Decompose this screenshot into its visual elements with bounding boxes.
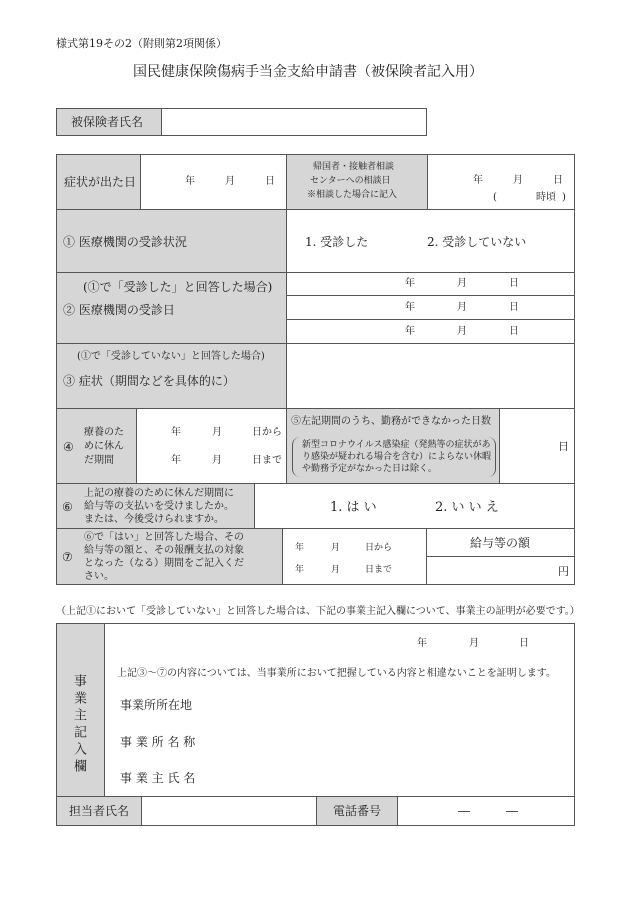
contact-person-label-cell xyxy=(56,796,142,826)
yen-unit: 円 xyxy=(558,565,569,578)
year-unit: 年 xyxy=(171,427,181,438)
year-unit: 年 xyxy=(417,638,427,649)
salary-from-unit: 日から xyxy=(365,543,393,553)
phone-field[interactable] xyxy=(397,796,575,826)
month-unit: 月 xyxy=(469,638,479,649)
symptom-date-label-cell xyxy=(56,154,141,210)
salary-question-cell xyxy=(56,483,255,529)
insured-name-label: 被保険者氏名 xyxy=(71,115,144,129)
salary-to-unit: 日まで xyxy=(365,565,393,575)
center-consult-label-cell xyxy=(286,154,428,210)
consult-date-line-2[interactable] xyxy=(286,295,575,320)
consult-date-line-1[interactable] xyxy=(286,272,575,296)
year-unit: 年 xyxy=(171,455,181,466)
day-unit: 日 xyxy=(509,326,519,337)
symptom-day-unit: 日 xyxy=(265,176,275,187)
days-off-label-cell xyxy=(286,408,500,484)
consult-status-label-cell xyxy=(56,209,287,273)
salary-question-1: 上記の療養のために休んだ期間に xyxy=(84,488,234,499)
option-no[interactable]: 2. い い え xyxy=(435,500,499,515)
days-unit: 日 xyxy=(558,440,569,453)
rest-period-label-3: だ期間 xyxy=(84,455,114,466)
owner-name-label: 事 業 主 氏 名 xyxy=(120,771,196,785)
salary-amount-field[interactable] xyxy=(426,556,575,585)
rest-period-label-cell xyxy=(56,408,137,484)
symptom-date-label: 症状が出た日 xyxy=(64,175,137,189)
month-unit: 月 xyxy=(457,326,467,337)
year-unit: 年 xyxy=(405,326,415,337)
salary-amount-label-3: となった（なる）期間をご記入くだ xyxy=(84,558,244,569)
symptoms-label: ③ 症状（期間などを具体的に） xyxy=(63,374,235,388)
salary-amount-label-2: 給与等の額と、その報酬支払の対象 xyxy=(84,545,244,556)
office-address-label: 事業所所在地 xyxy=(120,698,193,712)
rest-period-label-2: めに休ん xyxy=(84,441,124,452)
year-unit: 年 xyxy=(405,302,415,313)
symptoms-condition: (①で「受診していない」と回答した場合) xyxy=(77,351,265,362)
month-unit: 月 xyxy=(212,427,222,438)
note-line-3: や勤務予定がなかった日は除く。 xyxy=(302,464,437,474)
days-off-label: ⑤左記期間のうち、勤務ができなかった日数 xyxy=(291,416,491,427)
time-close-paren: ) xyxy=(562,192,566,203)
center-label-line1: 帰国者・接触者相談 xyxy=(313,162,395,172)
note-line-2: り感染が疑われる場合を含む）によらない休暇 xyxy=(302,452,492,462)
insured-name-field[interactable] xyxy=(161,108,427,136)
salary-question-3: または、今後受けられますか。 xyxy=(84,514,224,525)
days-off-field[interactable] xyxy=(499,408,575,484)
day-unit: 日 xyxy=(519,638,529,649)
center-label-line3: ※相談した場合に記入 xyxy=(307,190,398,200)
symptoms-label-cell xyxy=(56,343,287,409)
employer-note: （上記①において「受診していない」と回答した場合は、下記の事業主記入欄について、事業主の証明が必要です。） xyxy=(56,606,580,617)
day-unit: 日 xyxy=(509,302,519,313)
note-bracket xyxy=(292,437,496,477)
salary-period-field[interactable] xyxy=(282,528,427,585)
contact-person-field[interactable] xyxy=(141,796,317,826)
center-consult-date-field[interactable] xyxy=(427,154,575,210)
option-consulted[interactable]: 1. 受診した xyxy=(305,235,369,249)
symptom-date-field[interactable] xyxy=(140,154,287,210)
rest-to-unit: 日まで xyxy=(252,455,282,466)
month-unit: 月 xyxy=(457,278,467,289)
insured-name-label-cell xyxy=(56,108,162,136)
option-yes[interactable]: 1. は い xyxy=(330,500,377,515)
phone-label: 電話番号 xyxy=(333,804,382,818)
time-open-paren: ( xyxy=(493,192,497,203)
salary-options xyxy=(254,483,575,529)
form-reference: 様式第19その2（附則第2項関係） xyxy=(56,37,227,50)
office-name-label: 事 業 所 名 称 xyxy=(120,735,196,749)
consult-month-unit: 月 xyxy=(513,175,523,186)
consult-year-unit: 年 xyxy=(473,175,483,186)
page-title: 国民健康保険傷病手当金支給申請書（被保険者記入用） xyxy=(133,64,483,80)
salary-question-2: 給与等の支払いを受けましたか。 xyxy=(84,501,234,512)
month-unit: 月 xyxy=(331,543,341,553)
employer-cert-area[interactable] xyxy=(104,623,575,797)
rest-period-label-1: 療養のた xyxy=(84,427,124,438)
month-unit: 月 xyxy=(457,302,467,313)
day-unit: 日 xyxy=(509,278,519,289)
consult-date-label-cell xyxy=(56,272,287,344)
month-unit: 月 xyxy=(212,455,222,466)
rest-period-num: ④ xyxy=(63,440,74,454)
consult-date-condition: (①で「受診した」と回答した場合) xyxy=(83,280,273,294)
salary-question-num: ⑥ xyxy=(62,500,73,514)
salary-amount-num: ⑦ xyxy=(62,550,73,564)
salary-amount-label-cell xyxy=(56,528,283,585)
employer-side-label: 事業主記入欄 xyxy=(71,674,86,776)
consult-date-line-3[interactable] xyxy=(286,319,575,344)
contact-person-label: 担当者氏名 xyxy=(69,804,130,818)
symptom-year-unit: 年 xyxy=(185,176,195,187)
year-unit: 年 xyxy=(295,543,305,553)
salary-amount-label-4: さい。 xyxy=(84,571,114,582)
time-unit: 時頃 xyxy=(536,192,556,203)
note-line-1: 新型コロナウイルス感染症（発熱等の症状があ xyxy=(302,440,491,450)
consult-status-label: ① 医療機関の受診状況 xyxy=(63,235,187,249)
option-not-consulted[interactable]: 2. 受診していない xyxy=(427,235,527,249)
salary-amount-label-1: ⑥で「はい」と回答した場合、その xyxy=(84,532,244,543)
phone-dash-1: ― xyxy=(458,804,470,818)
cert-statement: 上記③〜⑦の内容については、当事業所において把握している内容と相違ないことを証明します。 xyxy=(117,668,556,679)
consult-day-unit: 日 xyxy=(553,175,563,186)
symptoms-field[interactable] xyxy=(286,343,575,409)
year-unit: 年 xyxy=(295,565,305,575)
consult-date-label: ② 医療機関の受診日 xyxy=(63,303,175,317)
year-unit: 年 xyxy=(405,278,415,289)
consult-status-options xyxy=(286,209,575,273)
symptom-month-unit: 月 xyxy=(225,176,235,187)
rest-from-unit: 日から xyxy=(252,427,282,438)
salary-amount-header xyxy=(426,528,575,557)
employer-side-label-cell xyxy=(56,623,105,797)
rest-period-field[interactable] xyxy=(136,408,287,484)
center-label-line2: センターへの相談日 xyxy=(310,176,391,186)
phone-label-cell xyxy=(316,796,398,826)
phone-dash-2: ― xyxy=(506,804,518,818)
month-unit: 月 xyxy=(331,565,341,575)
salary-amount-title: 給与等の額 xyxy=(470,536,531,550)
